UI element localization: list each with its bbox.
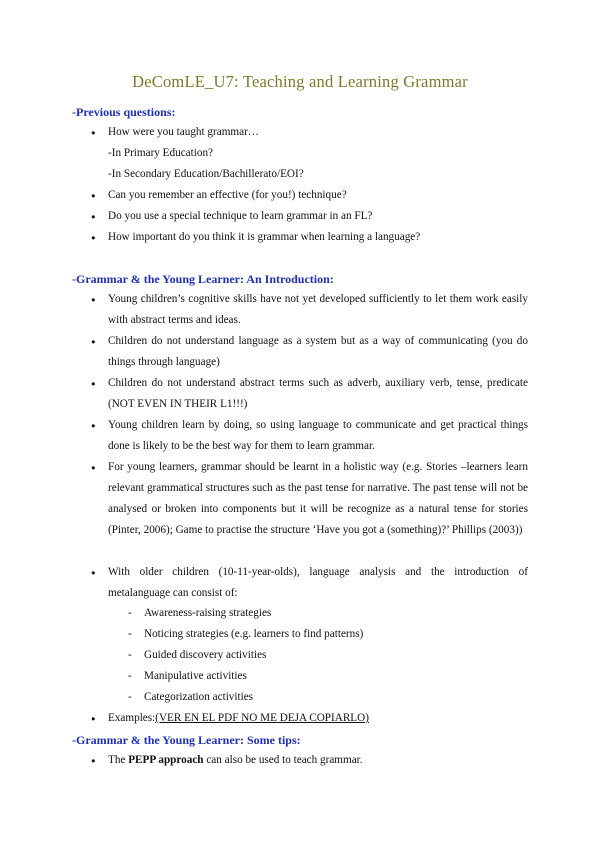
list-item: ● Young children learn by doing, so using language to communicate and get practical things done is likely to be the best way for them to learn grammar. <box>108 415 528 457</box>
strategy-item: - Categorization activities <box>144 687 253 708</box>
list-subitem: -In Primary Education? <box>108 147 214 159</box>
list-item: ● For young learners, grammar should be learnt in a holistic way (e.g. Stories –learners learn relevant grammatical structures such as the past tense for narrative. The past tense will not be analysed or broken into components but it will be recognize as a natural tense for stories (Pinter, 2006); Game to practise the structure ‘Have you got a (something)?’ Phillips (2003)) <box>108 457 528 541</box>
examples-note: (VER EN EL PDF NO ME DEJA COPIARLO) <box>155 712 369 724</box>
list-item: ● Can you remember an effective (for you!) technique? <box>108 185 528 206</box>
list-item: ● With older children (10-11-year-olds), language analysis and the introduction of metalanguage can consist of: <box>108 562 528 604</box>
list-item: ● How were you taught grammar… <box>108 122 528 143</box>
pepp-prefix: The <box>108 754 126 766</box>
list-item: ● Children do not understand language as a system but as a way of communicating (you do things through language) <box>108 331 528 373</box>
list-item-examples <box>108 708 528 729</box>
pepp-approach-term: PEPP approach <box>128 754 204 766</box>
list-item: ● How important do you think it is grammar when learning a language? <box>108 227 528 248</box>
strategy-item: - Manipulative activities <box>144 666 247 687</box>
examples-label: Examples: <box>108 712 156 724</box>
strategy-item: - Awareness-raising strategies <box>144 603 271 624</box>
document-title: DeComLE_U7: Teaching and Learning Grammar <box>132 72 468 91</box>
list-subitem: -In Secondary Education/Bachillerato/EOI? <box>108 168 304 180</box>
section-heading-tips: -Grammar & the Young Learner: Some tips: <box>72 733 301 747</box>
strategy-item: - Noticing strategies (e.g. learners to find patterns) <box>144 624 363 645</box>
list-item: ● Do you use a special technique to learn grammar in an FL? <box>108 206 528 227</box>
section-heading-introduction: -Grammar & the Young Learner: An Introduction: <box>72 272 334 286</box>
strategy-item: - Guided discovery activities <box>144 645 266 666</box>
list-item-pepp <box>108 750 528 771</box>
pepp-suffix: can also be used to teach grammar. <box>206 754 363 766</box>
list-item: ● Young children’s cognitive skills have not yet developed sufficiently to let them work easily with abstract terms and ideas. <box>108 289 528 331</box>
section-heading-previous-questions: -Previous questions: <box>72 105 176 119</box>
list-item: ● Children do not understand abstract terms such as adverb, auxiliary verb, tense, predicate (NOT EVEN IN THEIR L1!!!) <box>108 373 528 415</box>
